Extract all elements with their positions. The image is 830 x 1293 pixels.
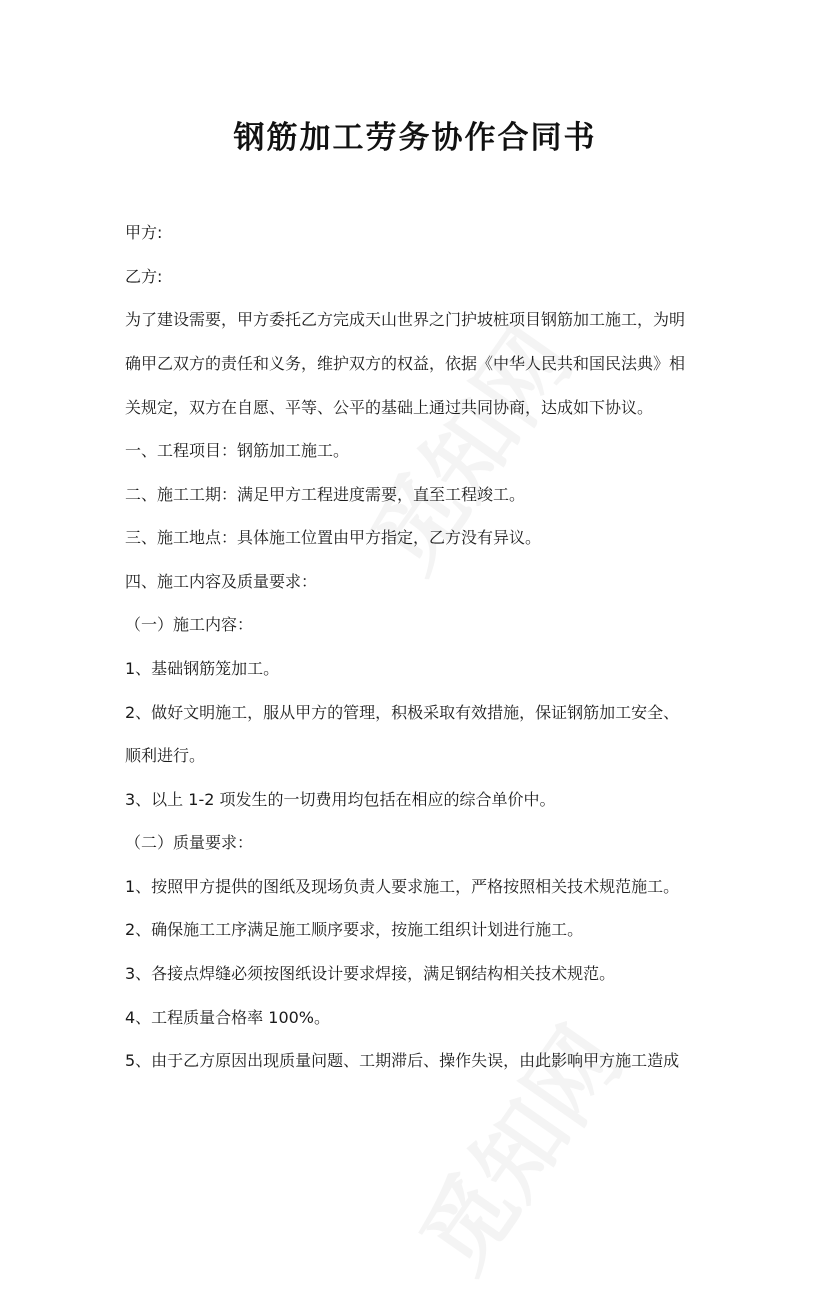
quality-item-2: 2、确保施工工序满足施工顺序要求，按施工组织计划进行施工。 bbox=[125, 920, 584, 939]
content-item-2: 2、做好文明施工，服从甲方的管理，积极采取有效措施，保证钢筋加工安全、 bbox=[125, 703, 680, 722]
quality-item-4: 4、工程质量合格率 100%。 bbox=[125, 1008, 331, 1027]
quality-item-5: 5、由于乙方原因出现质量问题、工期滞后、操作失误，由此影响甲方施工造成 bbox=[125, 1051, 680, 1070]
preamble-line-3: 关规定，双方在自愿、平等、公平的基础上通过共同协商，达成如下协议。 bbox=[125, 398, 654, 417]
party-a-label: 甲方: bbox=[125, 223, 163, 242]
document-title: 钢筋加工劳务协作合同书 bbox=[233, 120, 597, 156]
subsection-content: （一）施工内容： bbox=[125, 615, 254, 634]
clause-project: 一、工程项目：钢筋加工施工。 bbox=[125, 441, 350, 460]
content-item-1: 1、基础钢筋笼加工。 bbox=[125, 659, 280, 678]
party-b-label: 乙方: bbox=[125, 267, 163, 286]
preamble-line-2: 确甲乙双方的责任和义务，维护双方的权益，依据《中华人民共和国民法典》相 bbox=[125, 354, 686, 373]
preamble-line-1: 为了建设需要，甲方委托乙方完成天山世界之门护坡桩项目钢筋加工施工，为明 bbox=[125, 310, 686, 329]
quality-item-3: 3、各接点焊缝必须按图纸设计要求焊接，满足钢结构相关技术规范。 bbox=[125, 964, 616, 983]
quality-item-1: 1、按照甲方提供的图纸及现场负责人要求施工，严格按照相关技术规范施工。 bbox=[125, 877, 680, 896]
watermark bbox=[384, 997, 645, 1293]
clause-location: 三、施工地点：具体施工位置由甲方指定，乙方没有异议。 bbox=[125, 528, 542, 547]
clause-duration: 二、施工工期：满足甲方工程进度需要，直至工程竣工。 bbox=[125, 485, 526, 504]
subsection-quality: （二）质量要求： bbox=[125, 833, 254, 852]
clause-content-heading: 四、施工内容及质量要求： bbox=[125, 572, 318, 591]
content-item-3: 3、以上 1-2 项发生的一切费用均包括在相应的综合单价中。 bbox=[125, 790, 556, 809]
content-item-2-cont: 顺利进行。 bbox=[125, 746, 206, 765]
